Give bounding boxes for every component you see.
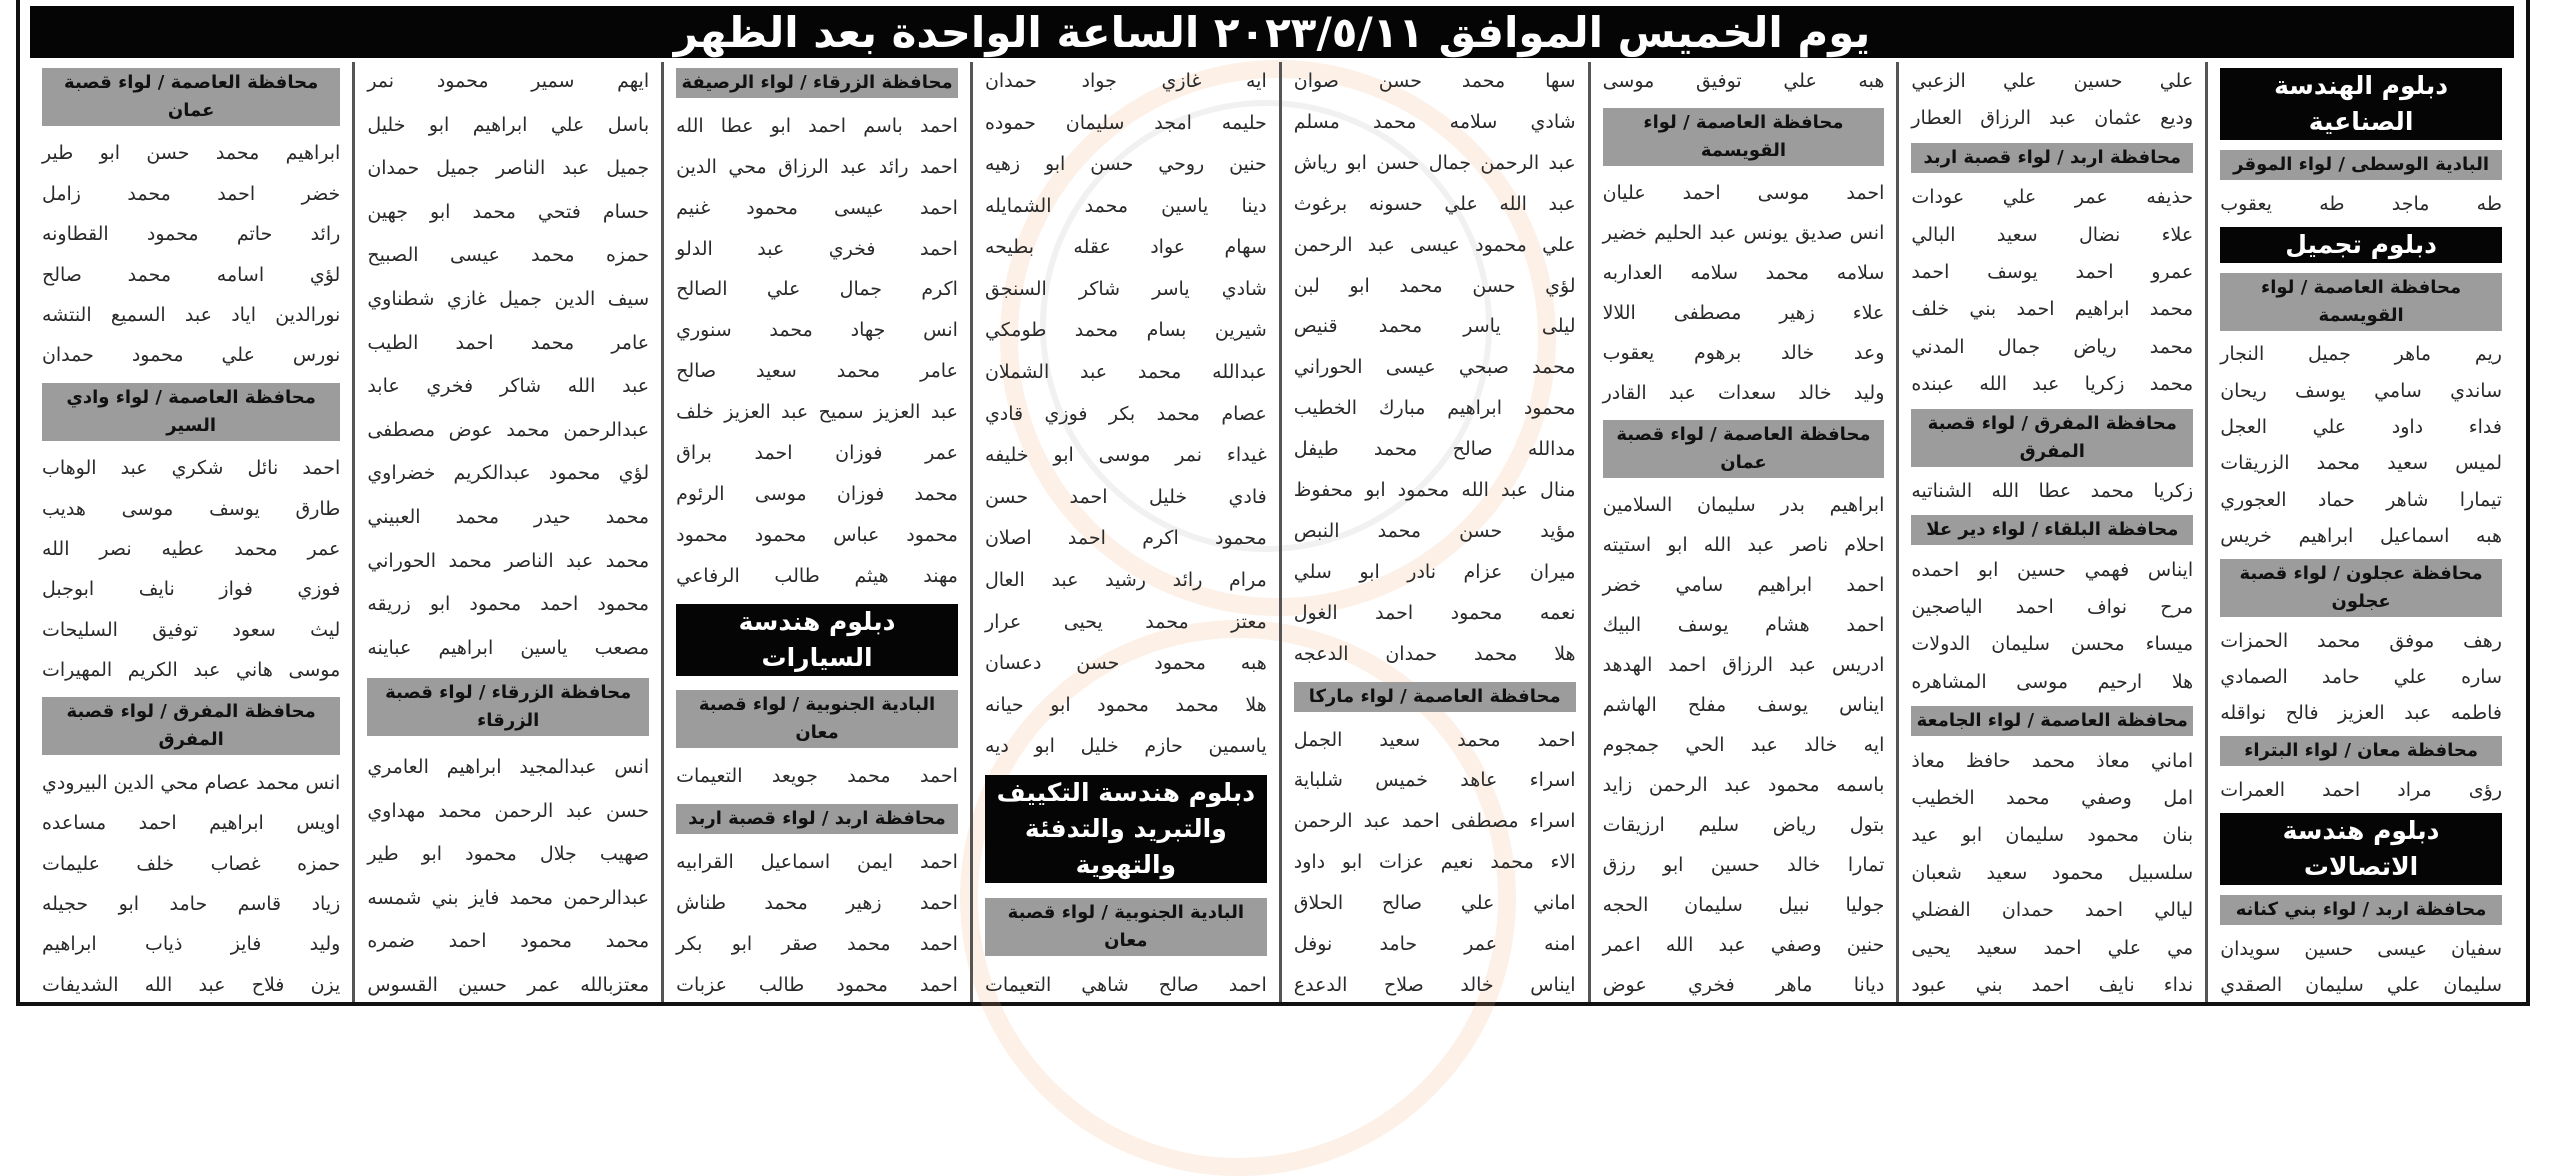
region-heading: محافظة العاصمة / لواء القويسمة (2220, 273, 2502, 331)
graduate-name: ميساء محسن سليمان الدولات (1911, 633, 2194, 656)
graduate-name: عبد الرحمن جمال حسن ابو رياش (1293, 151, 1576, 174)
graduate-name: محمود ابراهيم مبارك الخطيب (1293, 397, 1576, 420)
graduate-name: زكريا محمد عطا الله الشناتيه (1911, 479, 2194, 502)
region-heading: محافظة العاصمة / لواء قصبة عمان (42, 68, 340, 126)
region-heading: محافظة عجلون / لواء قصبة عجلون (2220, 559, 2502, 617)
region-heading: محافظة البلقاء / لواء دير علا (1911, 515, 2193, 545)
graduate-name: دينا ياسين محمد الشمايله (984, 194, 1267, 217)
graduate-name: فوزي فواز نايف ابوجبل (41, 578, 341, 601)
graduate-name: جوليا نبيل سليمان الحجه (1602, 894, 1885, 916)
graduate-name: بتول رياض سليم ارزيقات (1602, 814, 1885, 836)
graduate-name: حذيفه عمر علي عودات (1911, 186, 2194, 209)
graduate-name: ليالي احمد حمدان الفضلي (1911, 899, 2194, 922)
graduate-name: ليلى ياسر محمد قنيص (1293, 315, 1576, 338)
graduate-name: عمر فوزان احمد براق (676, 442, 958, 465)
graduate-name: رؤى مراد احمد العمرات (2220, 778, 2502, 801)
graduate-name: حمزه محمد عيسى الصبيح (367, 244, 650, 267)
graduate-name: هلا محمد محمود ابو حيانه (984, 693, 1267, 716)
graduate-name: مي علي احمد سعيد يحيى (1911, 936, 2194, 959)
graduate-name: وليد خالد سعدات عبد القادر (1602, 382, 1885, 404)
graduate-name: ايناس يوسف مفلح الهاشم (1602, 694, 1885, 716)
graduate-name: علاء نضال سعيد البالي (1911, 223, 2194, 246)
graduate-name: هلا ارحيم موسى المشاهره (1911, 670, 2194, 693)
graduate-name: فاطمه عبد العزيز فالح نواقله (2220, 702, 2502, 725)
results-columns (30, 62, 2514, 1002)
graduate-name: احمد عيسى محمود غنيم (676, 196, 958, 219)
graduate-name: لميس سعيد محمد الزريقات (2220, 452, 2502, 475)
graduate-name: علي محمود عيسى عبد الرحمن (1293, 233, 1576, 256)
graduate-name: احمد رائد عبد الرزاق محي الدين (676, 155, 958, 178)
graduate-name: عامر محمد احمد الطيب (367, 331, 650, 354)
graduate-name: احمد محمد صقر ابو بكر (676, 932, 958, 955)
graduate-name: شادي ياسر شاكر السنجق (984, 277, 1267, 300)
graduate-name: محمد فوزان موسى الرئوم (676, 482, 958, 505)
region-heading: محافظة اربد / لواء قصبة اربد (676, 804, 958, 834)
graduate-name: عبد الله علي حسونه برغوث (1293, 192, 1576, 215)
region-heading: البادية الجنوبية / لواء قصبة معان (985, 898, 1267, 956)
graduate-name: تيمارا شاهر حماد العجوري (2220, 488, 2502, 511)
results-column (2205, 62, 2514, 1002)
graduate-name: علاء زهير مصطفى اللالا (1602, 302, 1885, 324)
graduate-name: احمد محمد سعيد الجمل (1293, 728, 1576, 751)
diploma-heading: دبلوم هندسة السيارات (676, 604, 958, 676)
graduate-name: عبدالله محمد عبد الشملان (984, 361, 1267, 384)
graduate-name: حليمه امجد سليمان حموده (984, 111, 1267, 134)
graduate-name: ليث سعود توفيق السليحات (41, 618, 341, 641)
results-column (1588, 62, 1897, 1002)
graduate-name: محمود اكرم احمد اصلان (984, 527, 1267, 550)
diploma-heading: دبلوم تجميل (2220, 227, 2502, 263)
graduate-name: عمرو احمد يوسف احمد (1911, 260, 2194, 283)
graduate-name: ساره علي حامد الصمادي (2220, 665, 2502, 688)
graduate-name: حنين روحي حسن ابو زهيه (984, 153, 1267, 176)
graduate-name: صهيب جلال محمود ابو طير (367, 843, 650, 866)
graduate-name: حسن عبد الرحمن محمد مهداوي (367, 799, 650, 822)
graduate-name: فادي خليل احمد حسن (984, 485, 1267, 508)
graduate-name: زياد قاسم حامد ابو حجيله (41, 893, 341, 916)
results-column (1279, 62, 1588, 1002)
graduate-name: احمد باسم احمد ابو عطا الله (676, 114, 958, 137)
graduate-name: خضر احمد محمد زامل (41, 182, 341, 205)
graduate-name: لؤي حسن محمد ابو لبن (1293, 274, 1576, 297)
graduate-name: محمد عبد الناصر محمد الحوراني (367, 549, 650, 572)
region-heading: البادية الوسطى / لواء الموقر (2220, 150, 2502, 180)
graduate-name: الاء محمد نعيم عزات ابو داود (1293, 851, 1576, 874)
graduate-name: يزن فلاح عبد الله الشديفات (41, 973, 341, 996)
graduate-name: ياسمين حازم خليل ابو ديه (984, 735, 1267, 758)
graduate-name: عامر محمد سعيد صالح (676, 360, 958, 383)
graduate-name: ايه خالد عبد الحي جمجوم (1602, 734, 1885, 756)
graduate-name: نورالدين اياد عبد السميع النتشه (41, 303, 341, 326)
graduate-name: امل وصفي محمد الخطيب (1911, 787, 2194, 810)
graduate-name: احمد نائل شكري عبد الوهاب (41, 457, 341, 480)
graduate-name: بنان محمود سليمان ابو عيد (1911, 824, 2194, 847)
graduate-name: احمد فخري عبد الدلو (676, 237, 958, 260)
graduate-name: محمد صبحي عيسى الحوراني (1293, 356, 1576, 379)
graduate-name: معتز محمد يحيى عرار (984, 610, 1267, 633)
graduate-name: حمزه غصاب خلف عليمات (41, 852, 341, 875)
graduate-name: باسمه محمود عبد الرحمن زايد (1602, 774, 1885, 796)
graduate-name: سفيان عيسى حسين سويدان (2220, 937, 2502, 960)
region-heading: محافظة العاصمة / لواء القويسمة (1603, 108, 1885, 166)
graduate-name: انس صديق يونس عبد الحليم خضير (1602, 222, 1885, 244)
region-heading: البادية الجنوبية / لواء قصبة معان (676, 690, 958, 748)
graduate-name: عمر محمد عطيه نصر الله (41, 537, 341, 560)
graduate-name: ميران عزام نادر ابو سلي (1293, 560, 1576, 583)
graduate-name: ايه غازي جواد حمدان (984, 70, 1267, 92)
graduate-name: انس عبدالمجيد ابراهيم العامري (367, 755, 650, 778)
graduate-name: محمود احمد محمود ابو زريقه (367, 593, 650, 616)
graduate-name: نعمه محمود احمد الغول (1293, 601, 1576, 624)
graduate-name: لؤي اسامه محمد صالح (41, 263, 341, 286)
graduate-name: شيرين بسام محمد طومكي (984, 319, 1267, 342)
graduate-name: مرح نواف احمد الياصجين (1911, 596, 2194, 619)
graduate-name: ريم ماهر جميل النجار (2220, 343, 2502, 366)
diploma-heading: دبلوم هندسة الاتصالات (2220, 813, 2502, 885)
graduate-name: رائد حاتم محمود القطاونه (41, 223, 341, 246)
graduate-name: عبدالرحمن محمد فايز بني شمسه (367, 886, 650, 909)
graduate-name: طه ماجد طه يعقوب (2220, 192, 2502, 215)
graduate-name: شادي سلامه محمد مسلم (1293, 110, 1576, 133)
graduate-name: نورس علي محمود حمدان (41, 344, 341, 367)
graduate-name: محمد ابراهيم احمد بني خلف (1911, 298, 2194, 321)
graduate-name: فداء داود علي العجل (2220, 416, 2502, 439)
region-heading: محافظة المفرق / لواء قصبة المفرق (1911, 409, 2193, 467)
graduate-name: حسام فتحي محمد ابو جهين (367, 200, 650, 223)
region-heading: محافظة المفرق / لواء قصبة المفرق (42, 697, 340, 755)
results-column (970, 62, 1279, 1002)
graduate-name: ديانا ماهر فخري عوض (1602, 974, 1885, 996)
diploma-heading: دبلوم الهندسة الصناعية (2220, 68, 2502, 140)
header-bar (30, 6, 2514, 58)
graduate-name: محمد زكريا عبد الله عبنده (1911, 373, 2194, 396)
graduate-name: محمود عباس محمود محمود (676, 523, 958, 546)
graduate-name: مؤيد حسن محمد النبص (1293, 519, 1576, 542)
region-heading: محافظة العاصمة / لواء الجامعة (1911, 706, 2193, 736)
graduate-name: وعد خالد برهوم يعقوب (1602, 342, 1885, 364)
diploma-heading: دبلوم هندسة التكييف والتبريد والتدفئة والتهوية (985, 775, 1267, 883)
region-heading: محافظة العاصمة / لواء وادي السير (42, 383, 340, 441)
graduate-name: احمد زهير محمد طناش (676, 892, 958, 915)
graduate-name: ساندي سامي يوسف ريحان (2220, 379, 2502, 402)
region-heading: محافظة الزرقاء / لواء قصبة الزرقاء (367, 678, 649, 736)
graduate-name: عبدالرحمن محمد عوض مصطفى (367, 418, 650, 441)
graduate-name: موسى هاني عبد الكريم المهيرات (41, 659, 341, 682)
graduate-name: هبه علي توفيق موسى (1602, 70, 1885, 92)
graduate-name: ابراهيم محمد حسن ابو طير (41, 142, 341, 165)
graduate-name: ايناس فهمي حسين ابو احمده (1911, 558, 2194, 581)
graduate-name: سهام عواد عقله بطيحه (984, 236, 1267, 259)
graduate-name: اكرم جمال علي الصالح (676, 278, 958, 301)
graduate-name: سيف الدين جميل غازي شطناوي (367, 287, 650, 310)
region-heading: محافظة الزرقاء / لواء الرصيفة (676, 68, 958, 98)
graduate-name: اماني معاذ محمد حافظ معاذ (1911, 749, 2194, 772)
graduate-name: احمد ايمن اسماعيل القرابيه (676, 851, 958, 874)
graduate-name: هبه اسماعيل ابراهيم خريس (2220, 524, 2502, 547)
graduate-name: نداء نايف احمد بني عبود (1911, 973, 2194, 996)
graduate-name: احمد صالح شاهي التعيمات (984, 973, 1267, 996)
graduate-name: حنين وصفي عبد الله اعمر (1602, 934, 1885, 956)
results-column (352, 62, 661, 1002)
region-heading: محافظة العاصمة / لواء قصبة عمان (1603, 420, 1885, 478)
graduate-name: علي حسين علي الزعبي (1911, 70, 2194, 92)
graduate-name: وديع عثمان عبد الرزاق العطار (1911, 107, 2194, 130)
graduate-name: مرام رائد رشيد عبد العال (984, 568, 1267, 591)
graduate-name: احلام ناصر عبد الله ابو استيته (1602, 534, 1885, 556)
region-heading: محافظة العاصمة / لواء ماركا (1294, 682, 1576, 712)
graduate-name: تمارا خالد حسين ابو رزق (1602, 854, 1885, 876)
graduate-name: سليمان علي سليمان الصقدي (2220, 973, 2502, 996)
graduate-name: ايناس خالد صلاح الدعدع (1293, 973, 1576, 996)
graduate-name: باسل علي ابراهيم ابو خليل (367, 113, 650, 136)
graduate-name: غيداء نمر موسى ابو خليفه (984, 444, 1267, 467)
graduate-name: مصعب ياسين ابراهيم عباينه (367, 636, 650, 659)
graduate-name: معتزبالله عمر حسين القسوس (367, 973, 650, 996)
graduate-name: وليد فايز ذياب ابراهيم (41, 933, 341, 956)
graduate-name: ادريس عبد الرزاق احمد الهدهد (1602, 654, 1885, 676)
results-column (30, 62, 352, 1002)
results-column (1896, 62, 2205, 1002)
region-heading: محافظة معان / لواء البتراء (2220, 736, 2502, 766)
page-title: يوم الخميس الموافق ٢٠٢٣/٥/١١ الساعة الواحدة بعد الظهر (673, 7, 1871, 57)
graduate-name: ايهم سمير محمود نمر (367, 70, 650, 92)
graduate-name: سلسبيل محمود سعيد شعبان (1911, 861, 2194, 884)
graduate-name: عصام محمد بكر فوزي قادي (984, 402, 1267, 425)
graduate-name: احمد محمد جويعد التعيمات (676, 765, 958, 788)
graduate-name: امنه عمر حامد نوفل (1293, 933, 1576, 956)
graduate-name: سها محمد حسن صوان (1293, 70, 1576, 92)
graduate-name: محمد محمود احمد ضمره (367, 930, 650, 953)
graduate-name: طارق يوسف موسى هديب (41, 497, 341, 520)
graduate-name: محمد حيدر محمد العبيني (367, 505, 650, 528)
graduate-name: محمد رياض جمال المدني (1911, 335, 2194, 358)
graduate-name: عبد العزيز سميح عبد العزيز خلف (676, 401, 958, 424)
graduate-name: مهند هيثم طالب الرفاعي (676, 564, 958, 587)
graduate-name: اسراء مصطفى احمد عبد الرحمن (1293, 810, 1576, 833)
graduate-name: انس جهاد محمد سنوري (676, 319, 958, 342)
graduate-name: احمد موسى احمد عليان (1602, 182, 1885, 204)
graduate-name: لؤي محمود عبدالكريم خضراوي (367, 462, 650, 485)
graduate-name: احمد محمود طالب عزبات (676, 973, 958, 996)
graduate-name: سلامه محمد سلامه العداربه (1602, 262, 1885, 284)
graduate-name: احمد ابراهيم سامي خضر (1602, 574, 1885, 596)
graduate-name: منال عبد الله محمود ابو محفوظ (1293, 479, 1576, 502)
region-heading: محافظة اربد / لواء بني كنانه (2220, 895, 2502, 925)
graduate-name: اسراء عاهد خميس شلباية (1293, 769, 1576, 792)
graduate-name: هلا محمد حمدان الدعجه (1293, 642, 1576, 665)
graduate-name: جميل عبد الناصر جميل حمدان (367, 157, 650, 180)
graduate-name: هبه محمود حسن دعسان (984, 652, 1267, 675)
graduate-name: مدالله صالح محمد طيفل (1293, 438, 1576, 461)
graduate-name: رهف موفق محمد الحمزات (2220, 629, 2502, 652)
graduate-name: اويس ابراهيم احمد مساعده (41, 812, 341, 835)
graduate-name: عبد الله شاكر فخري عابد (367, 375, 650, 398)
graduate-name: اماني علي صالح الحلاق (1293, 892, 1576, 915)
results-column (661, 62, 970, 1002)
region-heading: محافظة اربد / لواء قصبة اربد (1911, 143, 2193, 173)
graduate-name: ابراهيم بدر سليمان السلامين (1602, 494, 1885, 516)
graduate-name: احمد هشام يوسف البيك (1602, 614, 1885, 636)
graduate-name: انس محمد عصام محي الدين البيرودي (41, 771, 341, 794)
